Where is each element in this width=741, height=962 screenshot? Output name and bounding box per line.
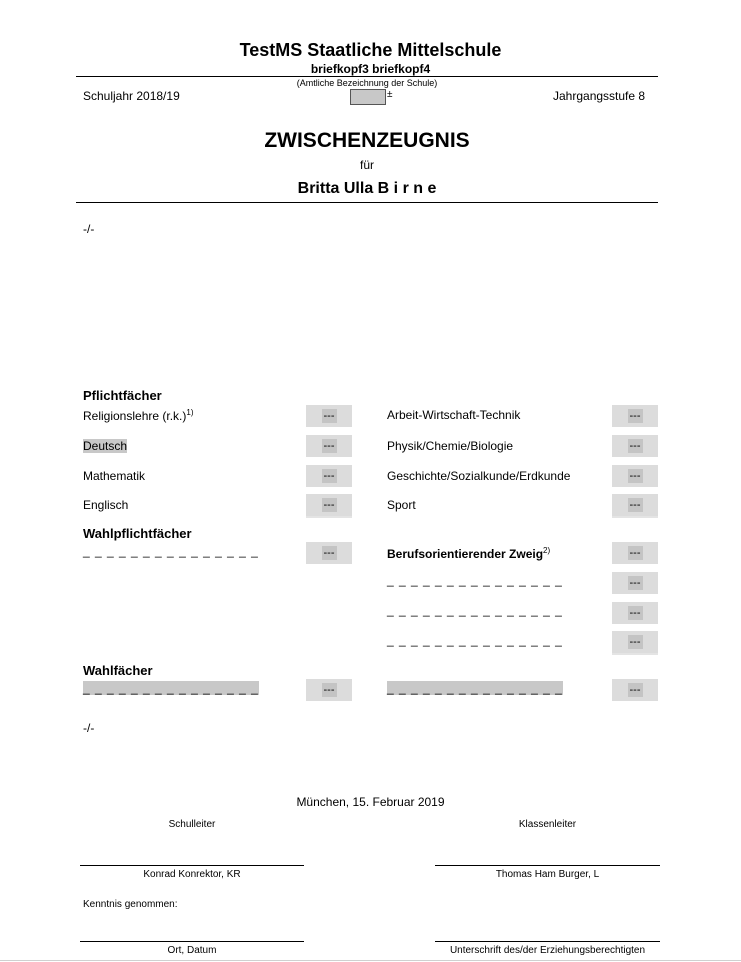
heading-berufsorientierender-zweig: Berufsorientierender Zweig$^{2)}$ bbox=[387, 546, 551, 561]
grade-wahlfach-right[interactable]: --- bbox=[612, 679, 658, 701]
page-edge bbox=[0, 960, 741, 961]
subject-englisch: Englisch bbox=[83, 498, 129, 512]
place-date: München, 15. Februar 2019 bbox=[296, 795, 445, 809]
label-guardian-signature: Unterschrift des/der Erziehungsberechtigten bbox=[449, 945, 646, 956]
student-last-name: B i r n e bbox=[377, 180, 437, 197]
heading-pflichtfaecher: Pflichtfächer bbox=[83, 388, 162, 403]
header-rule bbox=[76, 76, 658, 77]
signature-line-schulleiter bbox=[80, 865, 304, 866]
subject-mathematik: Mathematik bbox=[83, 469, 146, 483]
school-subline: briefkopf3 briefkopf4 bbox=[310, 62, 431, 76]
dropdown-arrow-icon[interactable]: ± bbox=[387, 89, 393, 100]
signature-line-place-date bbox=[80, 941, 304, 942]
grade-awt[interactable]: --- bbox=[612, 405, 658, 427]
footnote-ref: 2) bbox=[543, 546, 551, 555]
grade-gse[interactable]: --- bbox=[612, 465, 658, 487]
signature-line-klassenleiter bbox=[435, 865, 660, 866]
subject-label: Religionslehre (r.k.) bbox=[83, 409, 187, 423]
student-first-names: Britta Ulla bbox=[297, 180, 374, 197]
grade-religion[interactable]: --- bbox=[306, 405, 352, 427]
signature-line-guardian bbox=[435, 941, 660, 942]
official-note: (Amtliche Bezeichnung der Schule) bbox=[296, 78, 438, 88]
student-name bbox=[0, 180, 734, 198]
heading-wahlfaecher: Wahlfächer bbox=[83, 663, 153, 678]
label-place-date: Ort, Datum bbox=[167, 945, 217, 956]
zweig-subject-placeholder-1[interactable]: _ _ _ _ _ _ _ _ _ _ _ _ _ _ _ bbox=[387, 573, 563, 587]
school-year: Schuljahr 2018/19 bbox=[83, 89, 180, 103]
role-schulleiter: Schulleiter bbox=[168, 819, 216, 830]
role-klassenleiter: Klassenleiter bbox=[518, 819, 577, 830]
subject-awt: Arbeit-Wirtschaft-Technik bbox=[387, 408, 521, 422]
document-title: ZWISCHENZEUGNIS bbox=[264, 129, 470, 152]
grade-pcb[interactable]: --- bbox=[612, 435, 658, 457]
grade-level: Jahrgangsstufe 8 bbox=[553, 89, 646, 103]
acknowledged-label: Kenntnis genommen: bbox=[83, 899, 178, 910]
grade-wahlpflicht[interactable]: --- bbox=[306, 542, 352, 564]
name-klassenleiter: Thomas Ham Burger, L bbox=[495, 869, 600, 880]
school-type-dropdown[interactable] bbox=[350, 89, 386, 105]
grade-mathematik[interactable]: --- bbox=[306, 465, 352, 487]
subject-sport: Sport bbox=[387, 498, 416, 512]
wahlfach-subject-placeholder-left[interactable]: _ _ _ _ _ _ _ _ _ _ _ _ _ _ _ bbox=[83, 681, 259, 695]
wahlfach-subject-placeholder-right[interactable]: _ _ _ _ _ _ _ _ _ _ _ _ _ _ _ bbox=[387, 681, 563, 695]
title-rule bbox=[76, 202, 658, 203]
grade-zweig-1[interactable]: --- bbox=[612, 572, 658, 594]
grade-zweig-2[interactable]: --- bbox=[612, 602, 658, 624]
subject-gse: Geschichte/Sozialkunde/Erdkunde bbox=[387, 469, 571, 483]
heading-wahlpflichtfaecher: Wahlpflichtfächer bbox=[83, 526, 192, 541]
grade-deutsch[interactable]: --- bbox=[306, 435, 352, 457]
remark-bottom: -/- bbox=[83, 721, 95, 735]
subject-deutsch bbox=[83, 439, 127, 453]
footnote-ref: 1) bbox=[186, 408, 194, 417]
zweig-subject-placeholder-3[interactable]: _ _ _ _ _ _ _ _ _ _ _ _ _ _ _ bbox=[387, 633, 563, 647]
zweig-subject-placeholder-2[interactable]: _ _ _ _ _ _ _ _ _ _ _ _ _ _ _ bbox=[387, 603, 563, 617]
subject-label: Deutsch bbox=[83, 439, 128, 453]
subject-religion bbox=[83, 408, 194, 423]
grade-englisch[interactable]: --- bbox=[306, 494, 352, 518]
grade-sport[interactable]: --- bbox=[612, 494, 658, 518]
name-schulleiter: Konrad Konrektor, KR bbox=[143, 869, 241, 880]
remark-top: -/- bbox=[83, 222, 95, 236]
grade-berufsorientierender-zweig[interactable]: --- bbox=[612, 542, 658, 564]
grade-wahlfach-left[interactable]: --- bbox=[306, 679, 352, 701]
title-for: für bbox=[359, 158, 374, 172]
wahlpflicht-subject-placeholder[interactable]: _ _ _ _ _ _ _ _ _ _ _ _ _ _ _ bbox=[83, 544, 259, 558]
subject-pcb: Physik/Chemie/Biologie bbox=[387, 439, 514, 453]
grade-zweig-3[interactable]: --- bbox=[612, 631, 658, 655]
school-name: TestMS Staatliche Mittelschule bbox=[239, 40, 502, 60]
